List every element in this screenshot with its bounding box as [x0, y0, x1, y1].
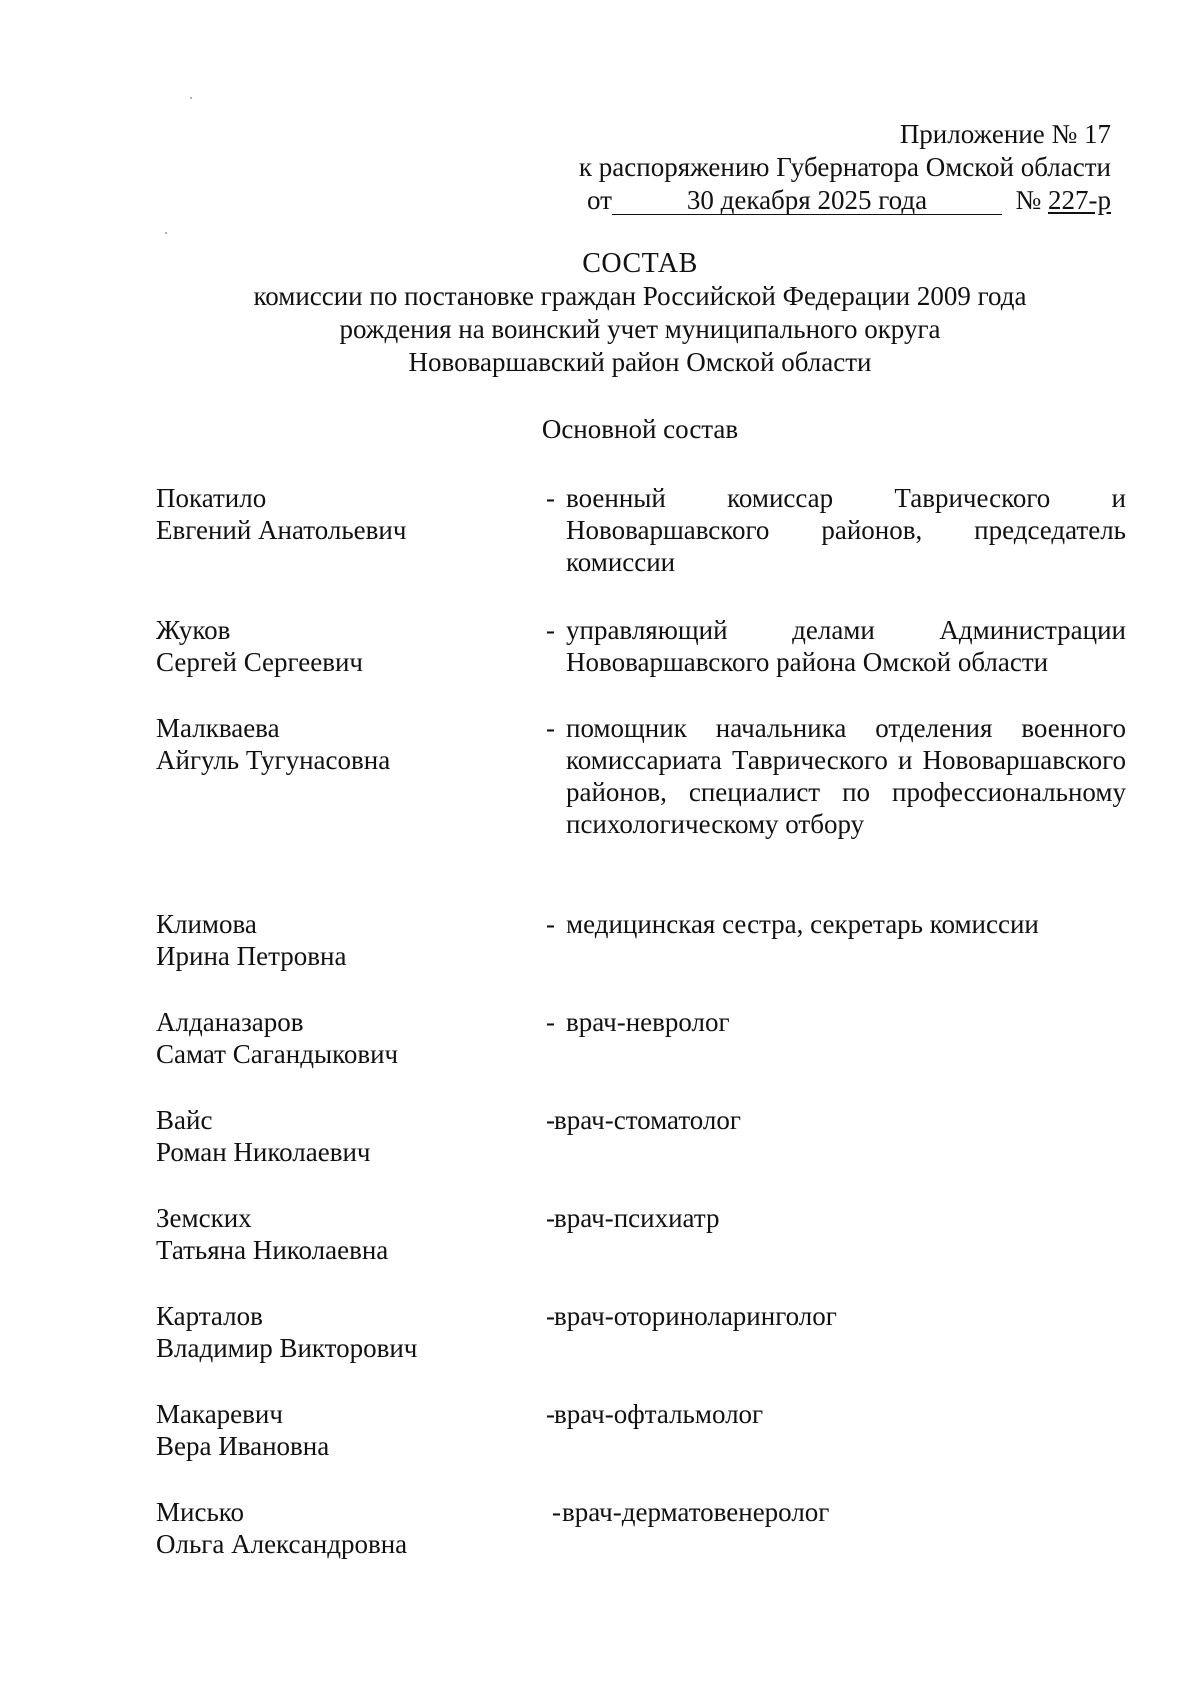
member-given-name: Сергей Сергеевич — [156, 647, 364, 677]
member-name — [156, 614, 536, 678]
member-role: медицинская сестра, секретарь комиссии — [566, 909, 1039, 939]
appendix-header — [511, 118, 1111, 217]
member-given-name: Татьяна Николаевна — [156, 1235, 389, 1265]
member-surname: Земских — [156, 1203, 252, 1233]
member-surname: Макаревич — [156, 1399, 283, 1429]
member-given-name: Владимир Викторович — [156, 1333, 418, 1363]
member-given-name: Ирина Петровна — [156, 941, 347, 971]
member-name — [156, 1398, 536, 1462]
member-role: врач-невролог — [566, 1007, 730, 1037]
member-dash: - — [546, 615, 555, 645]
title-main: СОСТАВ — [582, 248, 698, 279]
title-line: комиссии по постановке граждан Российской Федерации 2009 года — [253, 281, 1027, 311]
member-surname: Вайс — [156, 1105, 213, 1135]
member-surname: Алданазаров — [156, 1007, 304, 1037]
member-name — [156, 1300, 536, 1364]
title-line: рождения на воинский учет муниципального округа — [339, 314, 941, 344]
title-line: Нововаршавский район Омской области — [408, 347, 872, 377]
member-given-name: Роман Николаевич — [156, 1137, 371, 1167]
member-given-name: Ольга Александровна — [156, 1529, 408, 1559]
member-name — [156, 712, 536, 776]
member-surname: Жуков — [156, 615, 231, 645]
member-given-name: Айгуль Тугунасовна — [156, 745, 391, 775]
member-role: врач-дерматовенеролог — [562, 1497, 830, 1527]
member-name — [156, 1104, 536, 1168]
member-dash: - — [546, 909, 555, 939]
member-role: помощник начальника отделения военного комиссариата Таврического и Нововаршавского районов, специалист по профессиональному психологическому отбору — [566, 713, 1126, 839]
member-name — [156, 1496, 536, 1560]
member-role: врач-стоматолог — [554, 1105, 741, 1135]
member-surname: Покатило — [156, 483, 267, 513]
document-title — [150, 247, 1130, 379]
member-role: военный комиссар Таврического и Нововаршавского районов, председатель комиссии — [566, 483, 1126, 577]
member-dash: - — [546, 1007, 555, 1037]
member-surname: Малкваева — [156, 713, 280, 743]
member-role: врач-психиатр — [554, 1203, 720, 1233]
member-name — [156, 482, 536, 546]
member-given-name: Вера Ивановна — [156, 1431, 330, 1461]
member-role: врач-оториноларинголог — [554, 1301, 837, 1331]
member-dash: - — [546, 713, 555, 743]
number-prefix: № — [1015, 185, 1042, 215]
member-dash: - — [552, 1497, 561, 1527]
appendix-number: Приложение № 17 — [899, 119, 1111, 149]
member-role: управляющий делами Администрации Нововаршавского района Омской области — [566, 615, 1126, 677]
appendix-reference: к распоряжению Губернатора Омской области — [578, 152, 1111, 182]
member-given-name: Самат Сагандыкович — [156, 1039, 399, 1069]
member-given-name: Евгений Анатольевич — [156, 515, 407, 545]
member-surname: Карталов — [156, 1301, 263, 1331]
document-number: 227-р — [1048, 185, 1111, 215]
date-prefix: от — [587, 185, 612, 215]
section-heading: Основной состав — [541, 414, 739, 444]
member-name — [156, 908, 536, 972]
member-dash: - — [546, 483, 555, 513]
scan-speck — [190, 97, 192, 99]
appendix-date-line — [511, 184, 1111, 217]
member-surname: Климова — [156, 909, 257, 939]
member-dash: - — [546, 1203, 555, 1233]
member-name — [156, 1006, 536, 1070]
member-surname: Мисько — [156, 1497, 245, 1527]
member-name — [156, 1202, 536, 1266]
member-dash: - — [546, 1399, 555, 1429]
member-dash: - — [546, 1301, 555, 1331]
member-role: врач-офтальмолог — [554, 1399, 764, 1429]
date-value: 30 декабря 2025 года — [612, 186, 1002, 215]
scan-speck — [165, 232, 167, 234]
member-dash: - — [546, 1105, 555, 1135]
